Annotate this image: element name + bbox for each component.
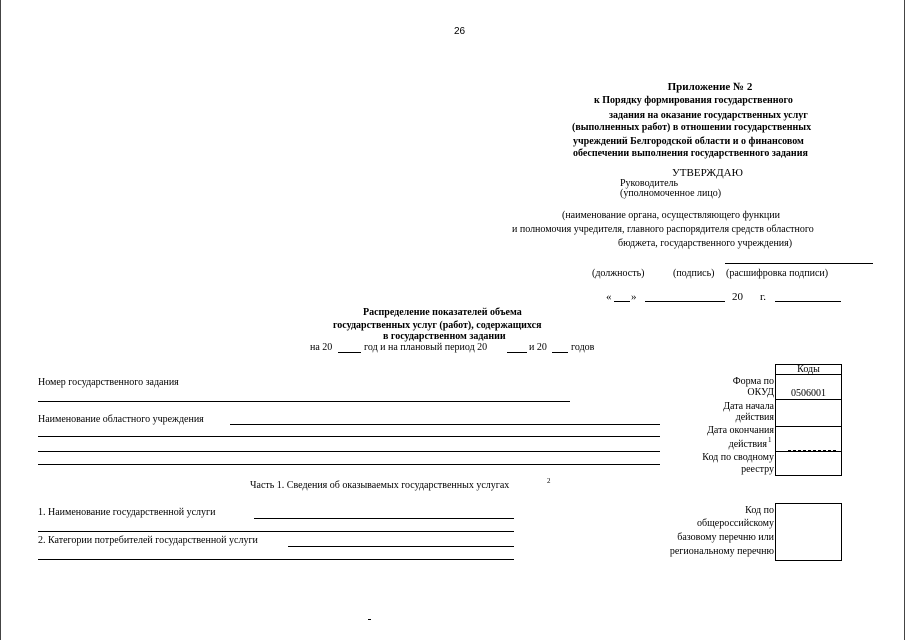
heading-line: в государственном задании (383, 331, 506, 342)
period-blank-1 (338, 352, 361, 353)
day-blank (614, 301, 630, 302)
appendix-line: обеспечении выполнения государственного задания (573, 148, 808, 159)
codes-row-divider (775, 426, 842, 427)
org-caption-line: (наименование органа, осуществляющего функции (562, 210, 780, 221)
month-blank (645, 301, 725, 302)
period-blank-3 (552, 352, 568, 353)
heading-line: Распределение показателей объема (363, 307, 522, 318)
institution-line (38, 464, 660, 465)
decoding-caption: (расшифровка подписи) (726, 268, 829, 279)
task-number-line (38, 401, 570, 402)
approve-label: УТВЕРЖДАЮ (672, 167, 743, 179)
consumer-category-label: 2. Категории потребителей государственной услуги (38, 535, 258, 546)
end-date-label: действия (728, 439, 767, 450)
page-edge-left (0, 0, 1, 640)
part1-footnote: 2 (547, 477, 551, 485)
authorized-label: (уполномоченное лицо) (620, 188, 722, 199)
service-code-box (775, 503, 842, 561)
date-open-quote: « (606, 291, 612, 303)
appendix-line: (выполненных работ) в отношении государственных (572, 122, 812, 133)
service-code-label: базовому перечню или (677, 532, 774, 543)
decoding-line (725, 263, 873, 264)
start-date-label: Дата начала (723, 401, 774, 412)
org-caption-line: бюджета, государственного учреждения) (618, 238, 793, 249)
period-text-2: год и на плановый период 20 (364, 342, 488, 353)
position-caption: (должность) (592, 268, 645, 279)
institution-line (38, 436, 660, 437)
date-close-quote: » (631, 291, 637, 303)
year-prefix: 20 (732, 291, 743, 303)
consumer-category-line (288, 546, 514, 547)
signature-caption: (подпись) (673, 268, 715, 279)
dashed-fill (788, 450, 836, 451)
end-date-label: Дата окончания (707, 425, 774, 436)
registry-code-label: Код по сводному (702, 452, 774, 463)
appendix-line: задания на оказание государственных услуг (609, 110, 808, 121)
start-date-label: действия (735, 412, 774, 423)
end-date-footnote: 1 (768, 436, 772, 444)
page-number: 26 (454, 26, 466, 37)
registry-code-label: реестру (741, 464, 774, 475)
service-name-line (38, 531, 514, 532)
head-label: Руководитель (620, 178, 679, 189)
form-okud-label: Форма по (732, 376, 774, 387)
scan-mark (368, 619, 371, 620)
institution-line (38, 451, 660, 452)
period-text-1: на 20 (310, 342, 333, 353)
okud-code-value: 0506001 (791, 388, 826, 399)
service-code-label: общероссийскому (697, 518, 774, 529)
codes-row-divider (775, 451, 842, 452)
service-code-label: региональному перечню (669, 546, 774, 557)
form-okud-label: ОКУД (747, 387, 774, 398)
task-number-label: Номер государственного задания (38, 377, 179, 388)
org-caption-line: и полномочия учредителя, главного распорядителя средств областного (512, 224, 814, 235)
service-code-label: Код по (745, 505, 774, 516)
codes-header: Коды (797, 364, 820, 375)
period-text-4: годов (571, 342, 595, 353)
consumer-category-line (38, 559, 514, 560)
institution-line (230, 424, 660, 425)
period-text-3: и 20 (529, 342, 547, 353)
appendix-title: Приложение № 2 (667, 81, 753, 93)
period-blank-2 (507, 352, 527, 353)
appendix-line: учреждений Белгородской области и о финансовом (573, 136, 804, 147)
codes-table (775, 364, 842, 476)
institution-name-label: Наименование областного учреждения (38, 414, 204, 425)
heading-line: государственных услуг (работ), содержащихся (333, 320, 542, 331)
year-suffix: г. (760, 291, 767, 303)
appendix-line: к Порядку формирования государственного (594, 95, 793, 106)
service-name-label: 1. Наименование государственной услуги (38, 507, 216, 518)
year-blank (775, 301, 841, 302)
part1-title: Часть 1. Сведения об оказываемых государственных услугах (250, 480, 510, 491)
service-name-line (254, 518, 514, 519)
